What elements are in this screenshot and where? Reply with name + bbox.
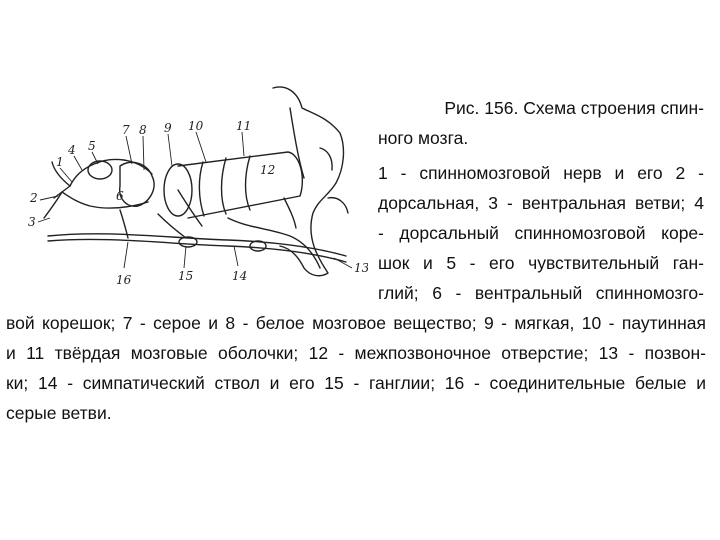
caption-line: дорсальная, 3 - вентральная ветви; 4 bbox=[378, 193, 704, 213]
vertebra-outline bbox=[290, 108, 304, 178]
nerve-branch bbox=[284, 198, 296, 228]
communicating-branch bbox=[158, 214, 186, 238]
vertebra-outline bbox=[328, 198, 348, 213]
figure-label: 2 bbox=[30, 191, 38, 205]
sympathetic-ganglion bbox=[250, 241, 266, 251]
spinal-cord-diagram bbox=[28, 78, 368, 308]
caption-line: и 11 твёрдая мозговые оболочки; 12 - межпозвоночное отверстие; 13 - позвон- bbox=[6, 343, 706, 363]
figure-label: 6 bbox=[116, 189, 124, 203]
figure-label: 1 bbox=[56, 155, 64, 169]
vertebra-outline bbox=[320, 148, 332, 170]
caption-line: ного мозга. bbox=[378, 128, 469, 148]
meninx-layer bbox=[199, 162, 204, 216]
figure-label: 12 bbox=[260, 163, 276, 177]
spinal-cord-drawing bbox=[28, 78, 368, 308]
ventral-branch bbox=[44, 192, 62, 218]
caption-line: ки; 14 - симпатический ствол и его 15 - ганглии; 16 - соединительные белые и bbox=[6, 373, 706, 393]
caption-title: Рис. 156. Схема строения спин- bbox=[444, 98, 704, 118]
caption-line: глий; 6 - вентральный спинномозго- bbox=[378, 283, 704, 303]
figure-label: 3 bbox=[28, 215, 36, 229]
meninx-layer bbox=[222, 158, 227, 214]
figure-label: 9 bbox=[164, 121, 172, 135]
figure-label: 14 bbox=[232, 269, 248, 283]
spinal-ganglion bbox=[88, 161, 112, 179]
caption-line: 1 - спинномозговой нерв и его 2 - bbox=[378, 163, 704, 183]
figure-label: 10 bbox=[188, 119, 204, 133]
nerve-branch bbox=[178, 190, 202, 226]
figure-label: 13 bbox=[354, 261, 368, 275]
figure-label: 4 bbox=[68, 143, 76, 157]
figure-label: 7 bbox=[122, 123, 130, 137]
caption-line: - дорсальный спинномозговой коре- bbox=[378, 223, 704, 243]
caption-line: вой корешок; 7 - серое и 8 - белое мозговое вещество; 9 - мягкая, 10 - паутинная bbox=[6, 313, 706, 333]
meninx-layer bbox=[246, 156, 251, 210]
spinal-cord-body bbox=[178, 152, 302, 218]
figure-label: 11 bbox=[236, 119, 252, 133]
grey-matter bbox=[120, 162, 154, 206]
figure-label: 8 bbox=[139, 123, 147, 137]
figure-label: 5 bbox=[88, 139, 96, 153]
figure-label: 15 bbox=[178, 269, 194, 283]
caption-line: шок и 5 - его чувствительный ган- bbox=[378, 253, 704, 273]
ventral-root bbox=[62, 192, 148, 208]
caption-line: серые ветви. bbox=[6, 403, 112, 423]
figure-label: 16 bbox=[116, 273, 132, 287]
